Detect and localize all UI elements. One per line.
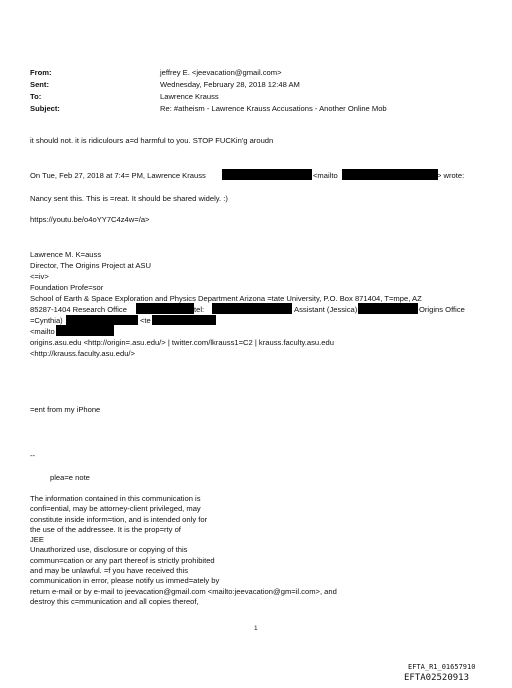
from-label: From: xyxy=(30,68,52,77)
sig-foundation: Foundation Profe=sor xyxy=(30,283,104,292)
subject-label: Subject: xyxy=(30,104,60,113)
sent-from: =ent from my iPhone xyxy=(30,405,101,414)
redaction-block xyxy=(342,169,438,180)
sig-title: Director, The Origins Project at ASU xyxy=(30,261,151,270)
sig-school: School of Earth & Space Exploration and Physics Department Arizona =tate University, P.O. Box 871404, T=mpe, AZ xyxy=(30,294,422,303)
disclaimer-line: JEE xyxy=(30,535,44,545)
redaction-block xyxy=(212,303,292,314)
youtube-link: https://youtu.be/o4oYY7C4z4w=/a> xyxy=(30,215,150,224)
redaction-block xyxy=(358,303,418,314)
nancy-line: Nancy sent this. This is =reat. It should be shared widely. :) xyxy=(30,194,228,203)
disclaimer xyxy=(30,494,337,607)
sig-tel: tel: xyxy=(194,305,205,314)
disclaimer-line: Unauthorized use, disclosure or copying of this xyxy=(30,545,188,555)
sig-links2: <http://krauss.faculty.asu.edu/> xyxy=(30,349,135,358)
sig-zip: 85287-1404 Research Office xyxy=(30,305,127,314)
redaction-block xyxy=(136,303,194,314)
sent-label: Sent: xyxy=(30,80,49,89)
to-value: Lawrence Krauss xyxy=(160,92,219,101)
subject-value: Re: #atheism - Lawrence Krauss Accusations - Another Online Mob xyxy=(160,104,387,113)
disclaimer-line: confi=ential, may be attorney-client privileged, may xyxy=(30,504,201,514)
disclaimer-line: the use of the addressee. It is the prop=rty of xyxy=(30,524,181,534)
sig-div: <=iv> xyxy=(30,272,49,281)
disclaimer-line: The information contained in this communication is xyxy=(30,494,201,503)
bates-number-large: EFTA02520913 xyxy=(404,673,470,683)
quote-intro-mailto: <mailto xyxy=(313,171,338,180)
redaction-block xyxy=(152,315,216,325)
disclaimer-line: destroy this c=mmunication and all copies thereof, xyxy=(30,596,199,606)
sig-cynthia: =Cynthia) xyxy=(30,316,63,325)
bates-number-small: EFTA_R1_01657910 xyxy=(408,663,476,671)
disclaimer-line: constitute inside inform=tion, and is intended only for xyxy=(30,514,208,524)
quote-intro-suffix: > wrote: xyxy=(437,171,465,180)
disclaimer-line: communication in error, please notify us immed=ately by xyxy=(30,576,220,586)
sent-value: Wednesday, February 28, 2018 12:48 AM xyxy=(160,80,300,89)
disclaimer-line: commun=cation or any part thereof is strictly prohibited xyxy=(30,555,215,565)
redaction-block xyxy=(222,169,312,180)
sig-mailto: <mailto xyxy=(30,327,55,336)
sig-assistant: Assistant (Jessica) xyxy=(294,305,358,314)
redaction-block xyxy=(66,315,138,325)
sig-te: <te xyxy=(140,316,151,325)
sig-origins-office: Origins Office xyxy=(419,305,465,314)
sig-links: origins.asu.edu <http://origin=.asu.edu/> | twitter.com/lkrauss1=C2 | krauss.faculty.asu.edu xyxy=(30,338,334,347)
page-number: 1 xyxy=(254,625,258,632)
please-note: plea=e note xyxy=(50,473,90,482)
dashes: -- xyxy=(30,451,36,460)
reply-line: it should not. it is ridiculours a=d harmful to you. STOP FUCKin'g aroudn xyxy=(30,136,274,145)
to-label: To: xyxy=(30,92,42,101)
sig-name: Lawrence M. K=auss xyxy=(30,250,102,259)
redaction-block xyxy=(56,325,114,336)
disclaimer-line: return e-mail or by e-mail to jeevacation@gmail.com <mailto:jeevacation@gm=il.com>, and xyxy=(30,586,337,596)
quote-intro-prefix: On Tue, Feb 27, 2018 at 7:4= PM, Lawrence Krauss xyxy=(30,171,206,180)
from-value: jeffrey E. <jeevacation@gmail.com> xyxy=(160,68,282,77)
disclaimer-line: and may be unlawful. =f you have received this xyxy=(30,566,189,576)
